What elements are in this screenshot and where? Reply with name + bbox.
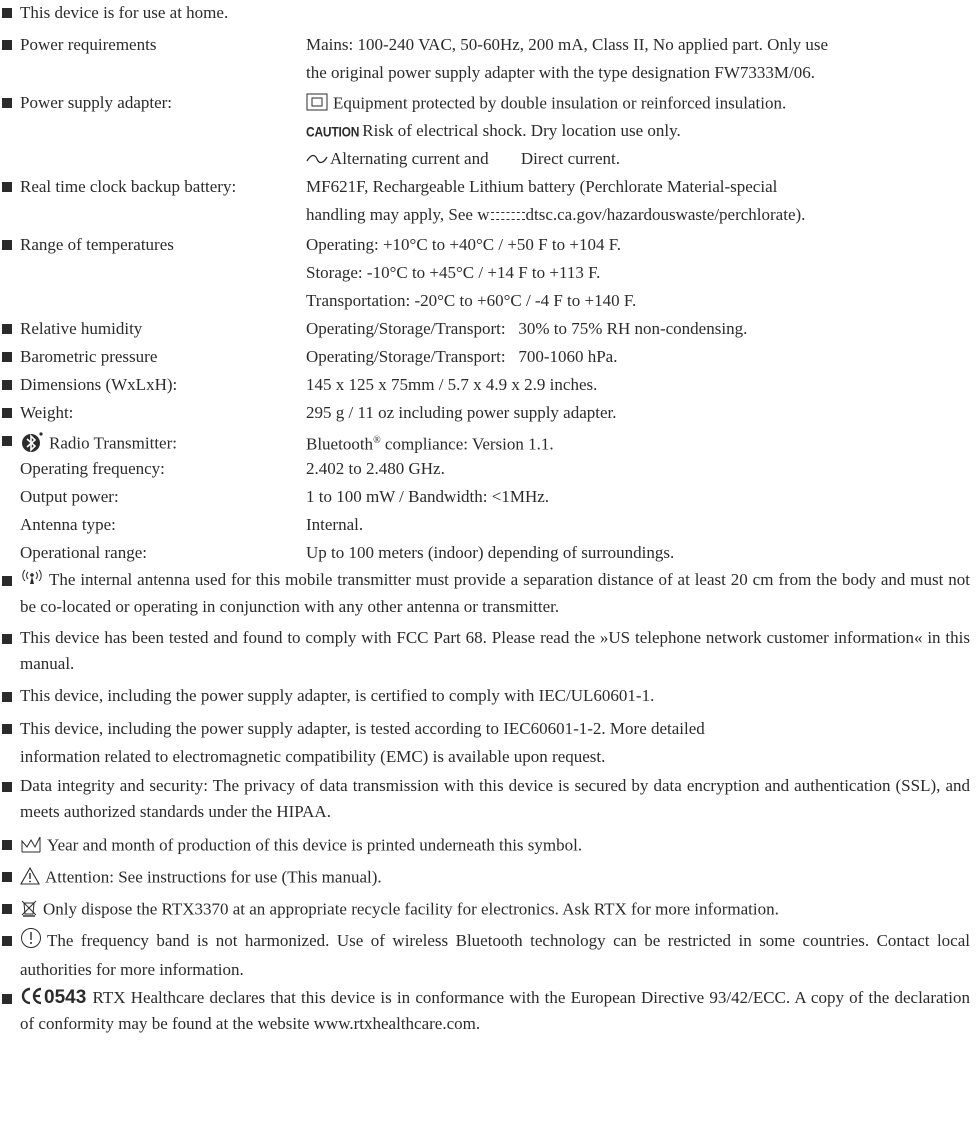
direct-current-text: Direct current.	[520, 149, 620, 168]
double-insulation-line	[306, 93, 786, 116]
ce-mark-number: 0543	[44, 987, 87, 1008]
output-power-label: Output power:	[20, 487, 119, 506]
fcc-paragraph: This device has been tested and found to comply with FCC Part 68. Please read the »US telephone network customer information« in this manual.	[20, 628, 970, 673]
temperature-transport: Transportation: -20°C to +60°C / -4 F to +140 F.	[306, 291, 637, 310]
output-power-value: 1 to 100 mW / Bandwidth: <1MHz.	[306, 487, 550, 506]
humidity-label: Relative humidity	[20, 319, 143, 338]
pressure-label: Barometric pressure	[20, 347, 158, 366]
power-requirements-label: Power requirements	[20, 35, 157, 54]
bullet	[2, 782, 12, 792]
operational-range-label: Operational range:	[20, 543, 147, 562]
caution-word: CAUTION	[306, 123, 360, 141]
manufacture-date-icon	[20, 835, 42, 858]
operating-frequency-label: Operating frequency:	[20, 459, 165, 478]
registered-mark: ®	[373, 435, 381, 446]
bullet	[2, 436, 12, 446]
battery-value-2a: handling may apply, See w	[306, 205, 490, 224]
bullet	[2, 576, 12, 586]
antenna-type-label: Antenna type:	[20, 515, 116, 534]
radio-transmitter-label: Radio Transmitter:	[49, 433, 177, 453]
frequency-paragraph	[20, 927, 970, 983]
bullet	[2, 40, 12, 50]
alternating-current-icon	[306, 150, 328, 170]
data-integrity-paragraph: Data integrity and security: The privacy of data transmission with this device is secured by data encryption and authentication (SSL), and meets authorized standards under the HIPAA.	[20, 776, 970, 821]
bullet	[2, 380, 12, 390]
obscured-mark	[491, 212, 525, 220]
production-line	[20, 835, 582, 858]
bluetooth-compliance: compliance: Version 1.1.	[380, 434, 554, 454]
weight-value: 295 g / 11 oz including power supply adapter.	[306, 403, 617, 422]
temperature-label: Range of temperatures	[20, 235, 174, 254]
bullet	[2, 872, 12, 882]
attention-text: Attention: See instructions for use (This manual).	[45, 867, 382, 887]
bullet	[2, 724, 12, 734]
power-requirements-value: Mains: 100-240 VAC, 50-60Hz, 200 mA, Class II, No applied part. Only use	[306, 35, 829, 54]
temperature-operating: Operating: +10°C to +40°C / +50 F to +104 F.	[306, 235, 622, 254]
bullet	[2, 324, 12, 334]
caution-line	[306, 121, 681, 142]
alert-circle-icon	[20, 927, 42, 957]
pressure-value: Operating/Storage/Transport: 700-1060 hPa.	[306, 347, 618, 366]
dispose-line	[20, 899, 779, 922]
bluetooth-value	[306, 431, 554, 455]
power-adapter-label: Power supply adapter:	[20, 93, 173, 112]
ce-paragraph	[20, 985, 970, 1037]
bullet	[2, 634, 12, 644]
antenna-paragraph	[20, 567, 970, 620]
warning-icon	[20, 867, 40, 890]
crossed-bin-icon	[20, 899, 38, 922]
frequency-text: The frequency band is not harmonized. Use of wireless Bluetooth technology can be restricted in some countries. Contact local authorities for more information.	[20, 930, 970, 979]
weight-label: Weight:	[20, 403, 74, 422]
battery-value-2b: dtsc.ca.gov/hazardouswaste/perchlorate).	[525, 205, 806, 224]
bullet	[2, 408, 12, 418]
caution-text: Risk of electrical shock. Dry location use only.	[362, 121, 681, 140]
battery-value: MF621F, Rechargeable Lithium battery (Perchlorate Material-special	[306, 177, 778, 196]
bullet	[2, 994, 12, 1004]
current-line	[306, 149, 620, 170]
operational-range-value: Up to 100 meters (indoor) depending of surroundings.	[306, 543, 675, 562]
radiation-icon	[20, 568, 44, 594]
antenna-text: The internal antenna used for this mobile transmitter must provide a separation distance of at least 20 cm from the body and must not be co-located or operating in conjunction with any other antenna or transmitter.	[20, 570, 970, 617]
dispose-text: Only dispose the RTX3370 at an appropriate recycle facility for electronics. Ask RTX for more information.	[43, 899, 779, 919]
bluetooth-word: Bluetooth	[306, 434, 374, 454]
bullet	[2, 98, 12, 108]
bullet	[2, 240, 12, 250]
bullet	[2, 692, 12, 702]
alternating-current-text: Alternating current and	[330, 149, 489, 168]
dimensions-label: Dimensions (WxLxH):	[20, 375, 178, 394]
temperature-storage: Storage: -10°C to +45°C / +14 F to +113 F.	[306, 263, 601, 282]
humidity-value: Operating/Storage/Transport: 30% to 75% RH non-condensing.	[306, 319, 748, 338]
power-requirements-value-2: the original power supply adapter with the type designation FW7333M/06.	[306, 63, 815, 82]
iec-certification-text: This device, including the power supply adapter, is certified to comply with IEC/UL60601-1.	[20, 686, 655, 705]
bluetooth-icon	[20, 431, 44, 458]
antenna-type-value: Internal.	[306, 515, 364, 534]
attention-line	[20, 867, 382, 890]
double-insulation-text: Equipment protected by double insulation or reinforced insulation.	[333, 93, 787, 113]
dimensions-value: 145 x 125 x 75mm / 5.7 x 4.9 x 2.9 inches.	[306, 375, 598, 394]
iec-tested-text-2: information related to electromagnetic compatibility (EMC) is available upon request.	[20, 747, 606, 766]
bullet	[2, 352, 12, 362]
double-insulation-icon	[306, 93, 328, 116]
radio-transmitter-line	[20, 431, 177, 458]
bullet	[2, 936, 12, 946]
bullet	[2, 904, 12, 914]
ce-mark-icon	[20, 987, 93, 1008]
operating-frequency-value: 2.402 to 2.480 GHz.	[306, 459, 445, 478]
bullet	[2, 182, 12, 192]
bullet	[2, 840, 12, 850]
iec-tested-text-1: This device, including the power supply adapter, is tested according to IEC60601-1-2. More detailed	[20, 719, 705, 738]
production-text: Year and month of production of this device is printed underneath this symbol.	[47, 835, 583, 855]
ce-text: RTX Healthcare declares that this device is in conformance with the European Directive 93/42/ECC. A copy of the declaration of conformity may be found at the website www.rtxhealthcare.com.	[20, 988, 971, 1033]
battery-value-2	[306, 205, 805, 225]
bullet	[2, 8, 12, 18]
home-use-text: This device is for use at home.	[20, 3, 229, 22]
battery-label: Real time clock backup battery:	[20, 177, 237, 196]
